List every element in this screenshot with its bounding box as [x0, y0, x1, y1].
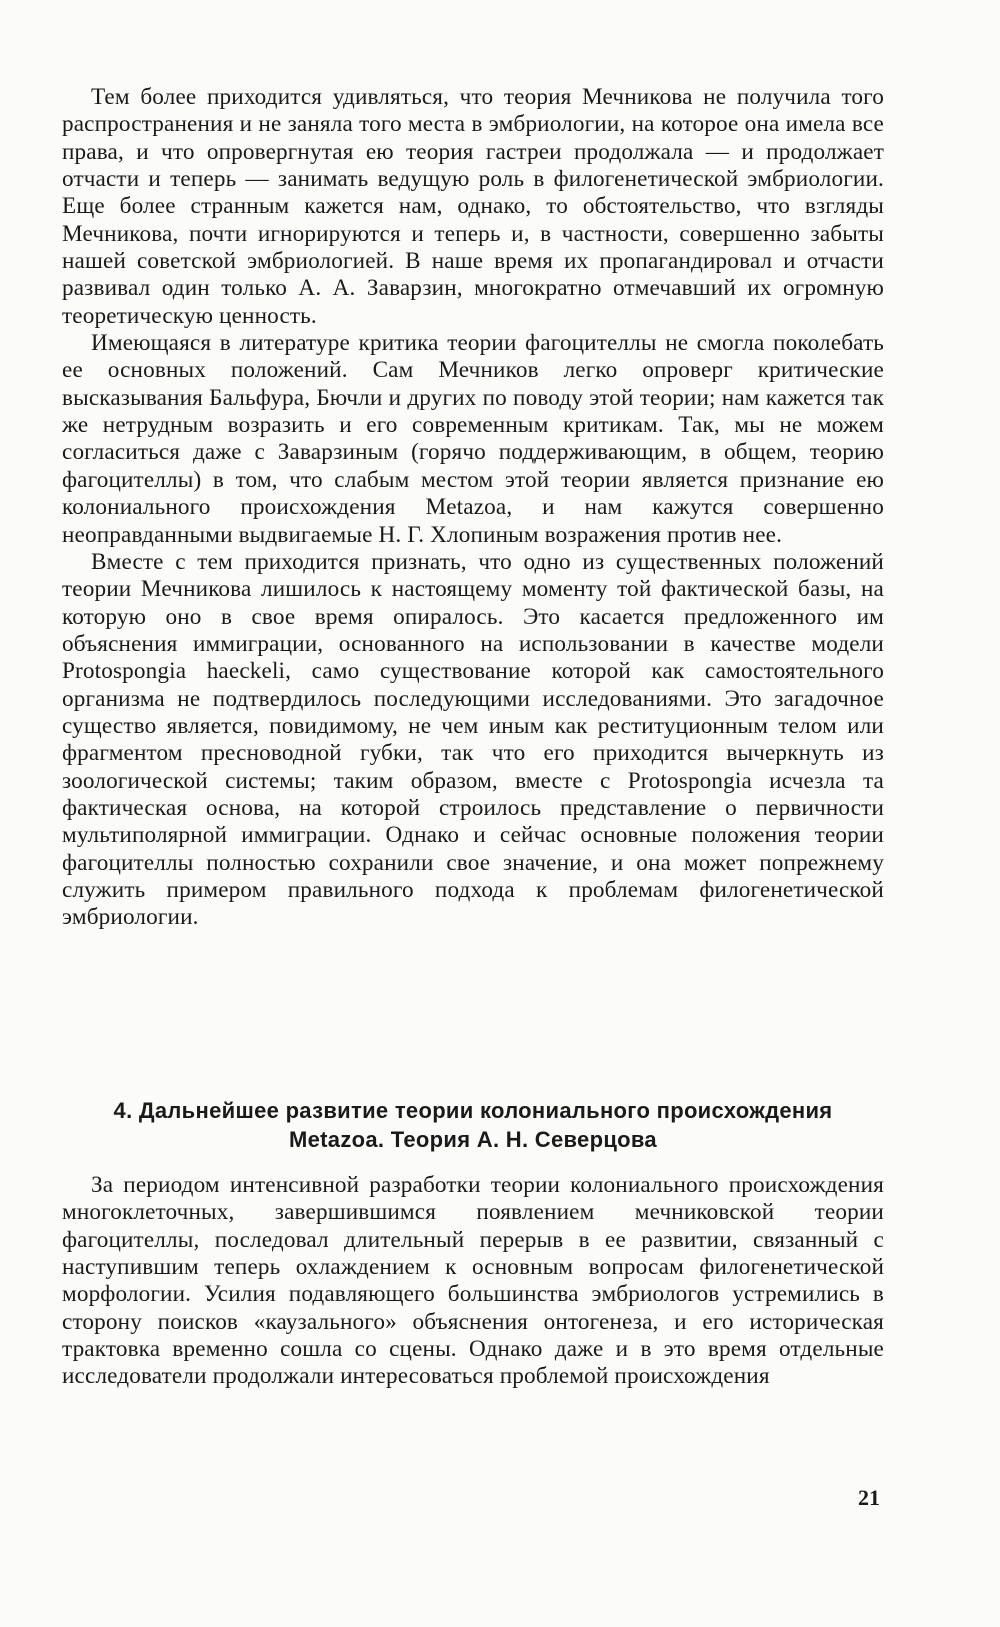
section-heading [62, 1096, 884, 1154]
paragraph: Тем более приходится удивляться, что теория Мечникова не получила того распространения и не заняла того места в эмбриологии, на которое она имела все права, и что опровергнутая ею теория гастреи продолжала — и продолжает отчасти и теперь — занимать ведущую роль в филогенетической эмбриологии. Еще более странным кажется нам, однако, то обстоятельство, что взгляды Мечникова, почти игнорируются и теперь и, в частности, совершенно забыты нашей советской эмбриологией. В наше время их пропагандировал и отчасти развивал один только А. А. Заварзин, многократно отмечавший их огромную теоретическую ценность. [62, 84, 884, 329]
page-number: 21 [858, 1485, 880, 1510]
section-heading-line: 4. Дальнейшее развитие теории колониального происхождения [113, 1098, 833, 1123]
paragraph: Вместе с тем приходится признать, что одно из существенных положений теории Мечникова лишилось к настоящему моменту той фактической базы, на которую оно в свое время опиралось. Это касается предложенного им объяснения иммиграции, основанного на использовании в качестве модели Protospongia haeckeli, само существование которой как самостоятельного организма не подтвердилось последующими исследованиями. Это загадочное существо является, повидимому, не чем иным как реституционным телом или фрагментом пресноводной губки, так что его приходится вычеркнуть из зоологической системы; таким образом, вместе с Protospongia исчезла та фактическая основа, на которой строилось представление о первичности мультиполярной иммиграции. Однако и сейчас основные положения теории фагоцителлы полностью сохранили свое значение, и она может попрежнему служить примером правильного подхода к проблемам филогенетической эмбриологии. [62, 548, 884, 931]
body-text-top [62, 84, 884, 932]
paragraph: Имеющаяся в литературе критика теории фагоцителлы не смогла поколебать ее основных положений. Сам Мечников легко опроверг критические высказывания Бальфура, Бючли и других по поводу этой теории; нам кажется так же нетрудным возразить и его современным критикам. Так, мы не можем согласиться даже с Заварзиным (горячо поддерживающим, в общем, теорию фагоцителлы) в том, что слабым местом этой теории является признание ею колониального происхождения Metazoa, и нам кажутся совершенно неоправданными выдвигаемые Н. Г. Хлопиным возражения против нее. [62, 330, 884, 548]
section-heading-line: Metazoa. Теория А. Н. Северцова [289, 1127, 657, 1152]
body-text-bottom [62, 1172, 884, 1391]
paragraph: За периодом интенсивной разработки теории колониального происхождения многоклеточных, завершившимся появлением мечниковской теории фагоцителлы, последовал длительный перерыв в ее развитии, связанный с наступившим теперь охлаждением к основным вопросам филогенетической морфологии. Усилия подавляющего большинства эмбриологов устремились в сторону поисков «каузального» объяснения онтогенеза, и его историческая трактовка временно сошла со сцены. Однако даже и в это время отдельные исследователи продолжали интересоваться проблемой происхождения [62, 1172, 884, 1390]
